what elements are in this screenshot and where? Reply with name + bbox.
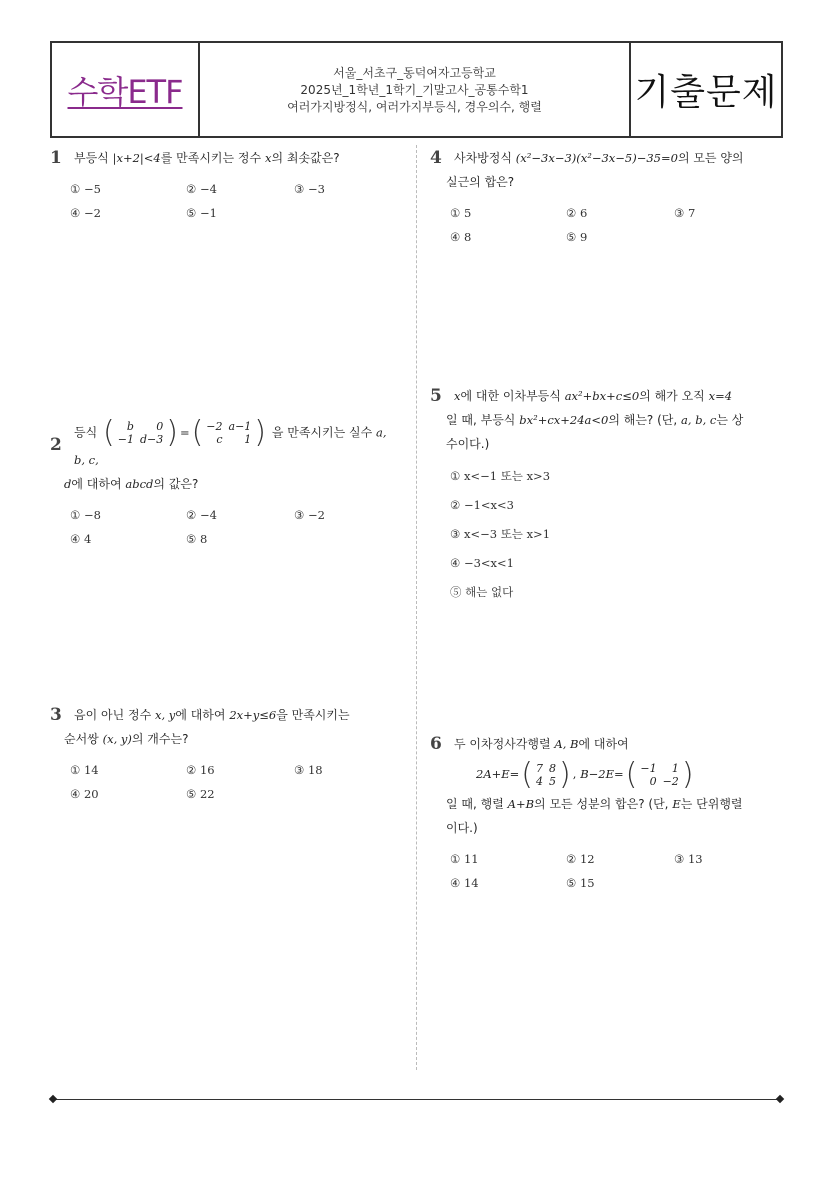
exam-topics: 여러가지방정식, 여러가지부등식, 경우의수, 행렬 <box>287 100 542 114</box>
exam-name: 2025년_1학년_1학기_기말고사_공통수학1 <box>300 83 529 97</box>
answer-choices <box>50 508 395 546</box>
math-expr: |x+2|<4 <box>112 151 161 165</box>
question-5: 5 x에 대한 이차부등식 ax²+bx+c≤0의 해가 오직 x=4 일 때, 부등식 bx²+cx+24a<0의 해는? (단, a, b, c는 상 수이다.) ① x<−1 또는 x>3 ② −1<x<3 ③ x<−3 또는 x>1 ④ −3<x<1 ⑤ 해는 없다 <box>430 384 780 600</box>
exam-info <box>200 43 631 136</box>
question-text: x에 대한 이차부등식 ax²+bx+c≤0의 해가 오직 x=4 <box>454 389 733 403</box>
choice-1[interactable]: ① x<−1 또는 x>3 <box>450 469 551 483</box>
answer-choices <box>430 852 780 890</box>
question-number: 2 <box>50 435 62 455</box>
matrix-1: ( 7 8 4 5 ) <box>521 756 571 792</box>
question-text: 음이 아닌 정수 x, y에 대하여 2x+y≤6을 만족시키는 <box>74 708 350 722</box>
choice-3[interactable]: ③ −3 <box>294 182 325 196</box>
answer-choices <box>430 468 780 600</box>
choice-1[interactable]: ① 5 <box>450 206 472 220</box>
choice-2[interactable]: ② 6 <box>566 206 588 220</box>
choice-1[interactable]: ① 14 <box>70 763 99 777</box>
question-1 <box>50 146 400 220</box>
matrix-equations: 2A+E= ( 7 8 4 5 ) , B−2E= ( −1 1 0 −2 ) <box>476 756 694 792</box>
choice-4[interactable]: ④ 4 <box>70 532 92 546</box>
title-cell <box>631 43 781 136</box>
choice-4[interactable]: ④ −2 <box>70 206 101 220</box>
choice-2[interactable]: ② −4 <box>186 508 217 522</box>
matrix-left: ( b 0 −1 d−3 ) <box>103 415 178 450</box>
choice-4[interactable]: ④ 20 <box>70 787 99 801</box>
choice-2[interactable]: ② 12 <box>566 852 595 866</box>
math-expr: (x²−3x−3)(x²−3x−5)−35=0 <box>515 151 678 165</box>
footer-rule <box>53 1099 780 1100</box>
question-4: 4 사차방정식 (x²−3x−3)(x²−3x−5)−35=0의 모든 양의 실근의 합은? ① 5 ② 6 ③ 7 ④ 8 ⑤ 9 <box>430 146 780 244</box>
footer-diamond-left <box>49 1095 57 1103</box>
choice-4[interactable]: ④ 8 <box>450 230 472 244</box>
question-text: 사차방정식 (x²−3x−3)(x²−3x−5)−35=0의 모든 양의 <box>454 151 744 165</box>
question-number: 6 <box>430 734 442 754</box>
choice-4[interactable]: ④ 14 <box>450 876 479 890</box>
choice-1[interactable]: ① −8 <box>70 508 101 522</box>
choice-5[interactable]: ⑤ 15 <box>566 876 595 890</box>
page-title: 기출문제 <box>634 72 778 113</box>
choice-2[interactable]: ② 16 <box>186 763 215 777</box>
question-number: 1 <box>50 148 62 168</box>
answer-choices <box>430 206 780 244</box>
question-2: 2 등식 ( b 0 −1 d−3 ) = ( −2 a−1 c 1 ) 을 만족시키는 실수 a, b, c, d에 대하여 abcd의 값은? ① −8 ② −4 ③ −2 ④ 4 ⑤ 8 <box>50 418 395 546</box>
answer-choices <box>50 763 395 801</box>
question-3: 3 음이 아닌 정수 x, y에 대하여 2x+y≤6을 만족시키는 순서쌍 (x, y)의 개수는? ① 14 ② 16 ③ 18 ④ 20 ⑤ 22 <box>50 703 395 801</box>
choice-1[interactable]: ① 11 <box>450 852 479 866</box>
choice-5[interactable]: ⑤ 22 <box>186 787 215 801</box>
choice-2[interactable]: ② −4 <box>186 182 217 196</box>
choice-3[interactable]: ③ 7 <box>674 206 696 220</box>
question-text: 두 이차정사각행렬 A, B에 대하여 <box>454 737 629 751</box>
choice-3[interactable]: ③ 13 <box>674 852 703 866</box>
choice-5[interactable]: ⑤ 9 <box>566 230 588 244</box>
question-6: 6 두 이차정사각행렬 A, B에 대하여 2A+E= ( 7 8 4 5 ) , B−2E= ( −1 1 0 −2 ) 일 때, 행렬 A+B의 모든 성분의 합은? (단, E는 단위행렬 이다.) ① 11 ② 12 ③ 13 ④ 14 ⑤ 15 <box>430 732 780 890</box>
choice-4[interactable]: ④ −3<x<1 <box>450 556 514 570</box>
exam-header <box>50 41 783 138</box>
choice-3[interactable]: ③ −2 <box>294 508 325 522</box>
footer-diamond-right <box>776 1095 784 1103</box>
answer-choices <box>50 182 400 220</box>
matrix-2: ( −1 1 0 −2 ) <box>625 756 694 792</box>
question-number: 4 <box>430 148 442 168</box>
question-text: 등식 ( b 0 −1 d−3 ) = ( −2 a−1 c 1 ) 을 만족시키는 실수 a, b, c, <box>74 415 387 467</box>
logo: 수학ETF <box>67 72 183 111</box>
question-number: 3 <box>50 705 62 725</box>
choice-3[interactable]: ③ 18 <box>294 763 323 777</box>
logo-cell <box>52 43 200 136</box>
choice-3[interactable]: ③ x<−3 또는 x>1 <box>450 527 551 541</box>
choice-2[interactable]: ② −1<x<3 <box>450 498 514 512</box>
choice-5[interactable]: ⑤ 해는 없다 <box>450 585 514 599</box>
choice-5[interactable]: ⑤ 8 <box>186 532 208 546</box>
question-text: 부등식 |x+2|<4를 만족시키는 정수 x의 최솟값은? <box>74 151 340 165</box>
choice-5[interactable]: ⑤ −1 <box>186 206 217 220</box>
question-number: 5 <box>430 386 442 406</box>
choice-1[interactable]: ① −5 <box>70 182 101 196</box>
column-divider <box>416 145 417 1070</box>
school-name: 서울_서초구_동덕여자고등학교 <box>333 66 496 80</box>
matrix-right: ( −2 a−1 c 1 ) <box>191 415 267 450</box>
